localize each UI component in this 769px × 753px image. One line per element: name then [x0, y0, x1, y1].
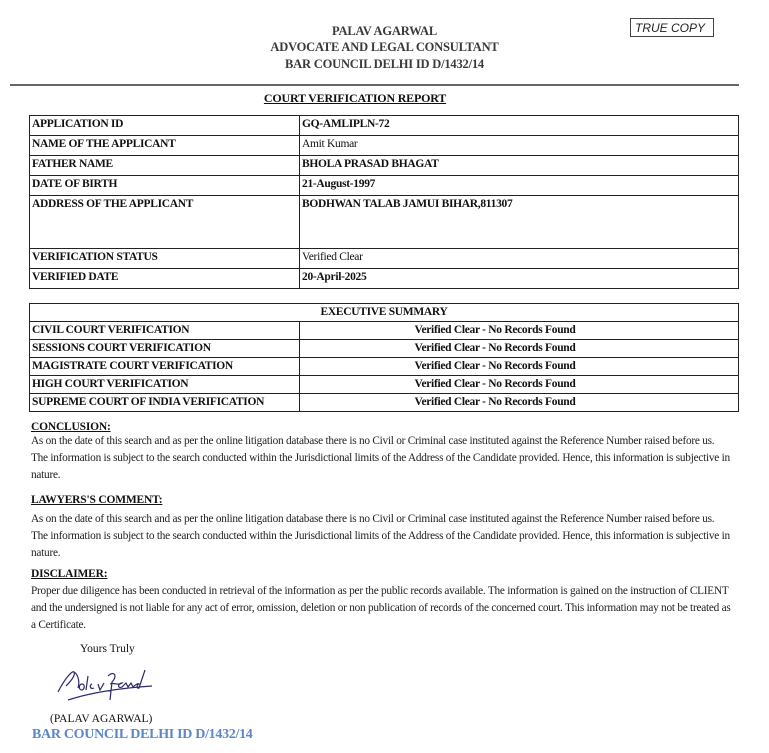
letterhead-designation: ADVOCATE AND LEGAL CONSULTANT	[270, 40, 499, 54]
table-header-row	[30, 304, 739, 322]
court-label: SESSIONS COURT VERIFICATION	[30, 340, 300, 358]
signature-icon	[52, 662, 162, 710]
field-label: VERIFIED DATE	[30, 269, 300, 289]
field-label: NAME OF THE APPLICANT	[30, 136, 300, 156]
table-row	[30, 340, 739, 358]
executive-summary-table	[29, 303, 739, 412]
table-row	[30, 116, 739, 136]
field-value: GQ-AMLIPLN-72	[300, 116, 739, 136]
table-row	[30, 156, 739, 176]
court-label: MAGISTRATE COURT VERIFICATION	[30, 358, 300, 376]
field-value: 20-April-2025	[300, 269, 739, 289]
court-result: Verified Clear - No Records Found	[300, 322, 739, 340]
field-label: DATE OF BIRTH	[30, 176, 300, 196]
summary-heading: EXECUTIVE SUMMARY	[30, 304, 739, 322]
field-value: BODHWAN TALAB JAMUI BIHAR,811307	[300, 196, 739, 249]
field-value: 21-August-1997	[300, 176, 739, 196]
field-value: Amit Kumar	[300, 136, 739, 156]
header-divider	[10, 84, 739, 86]
table-row	[30, 394, 739, 412]
true-copy-stamp: TRUE COPY	[630, 18, 714, 37]
field-value: BHOLA PRASAD BHAGAT	[300, 156, 739, 176]
signatory-name: (PALAV AGARWAL)	[50, 713, 153, 725]
field-label: APPLICATION ID	[30, 116, 300, 136]
disclaimer-text: Proper due diligence has been conducted in retrieval of the information as per the public records available. The information is gained on the instruction of CLIENT and the undersigned is not liable for any act of error, omission, deletion or non publication of records of the concerned court. This information may not be treated as a Certificate.	[31, 585, 731, 631]
conclusion-heading: CONCLUSION:	[31, 421, 111, 433]
conclusion-text: As on the date of this search and as per the online litigation database there is no Civil or Criminal case instituted against the Reference Number raised before us. The information is subject to the search conducted within the Jurisdictional limits of the Address of the Candidate provided. Hence, this information is subjective in nature.	[31, 435, 730, 481]
disclaimer-heading: DISCLAIMER:	[31, 568, 108, 580]
applicant-details-table	[29, 115, 739, 289]
court-result: Verified Clear - No Records Found	[300, 340, 739, 358]
signature-image	[52, 662, 162, 715]
table-row	[30, 376, 739, 394]
table-row	[30, 176, 739, 196]
table-row	[30, 358, 739, 376]
court-label: CIVIL COURT VERIFICATION	[30, 322, 300, 340]
court-label: HIGH COURT VERIFICATION	[30, 376, 300, 394]
field-value: Verified Clear	[300, 249, 739, 269]
closing-text: Yours Truly	[80, 643, 135, 655]
letterhead-name: PALAV AGARWAL	[332, 24, 437, 38]
court-result: Verified Clear - No Records Found	[300, 394, 739, 412]
table-row	[30, 136, 739, 156]
table-row	[30, 196, 739, 249]
field-label: VERIFICATION STATUS	[30, 249, 300, 269]
table-row	[30, 269, 739, 289]
court-result: Verified Clear - No Records Found	[300, 358, 739, 376]
table-row	[30, 249, 739, 269]
lawyers-comment-heading: LAWYERS'S COMMENT:	[31, 494, 163, 506]
field-label: ADDRESS OF THE APPLICANT	[30, 196, 300, 249]
report-title: COURT VERIFICATION REPORT	[263, 91, 447, 105]
court-label: SUPREME COURT OF INDIA VERIFICATION	[30, 394, 300, 412]
letterhead-bar-id: BAR COUNCIL DELHI ID D/1432/14	[285, 57, 484, 71]
signatory-bar-id: BAR COUNCIL DELHI ID D/1432/14	[32, 727, 253, 742]
lawyers-comment-text: As on the date of this search and as per the online litigation database there is no Civil or Criminal case instituted against the Reference Number raised before us. The information is subject to the search conducted within the Jurisdictional limits of the Address of the Candidate provided. Hence, this information is subjective in nature.	[31, 513, 730, 559]
table-row	[30, 322, 739, 340]
court-result: Verified Clear - No Records Found	[300, 376, 739, 394]
field-label: FATHER NAME	[30, 156, 300, 176]
